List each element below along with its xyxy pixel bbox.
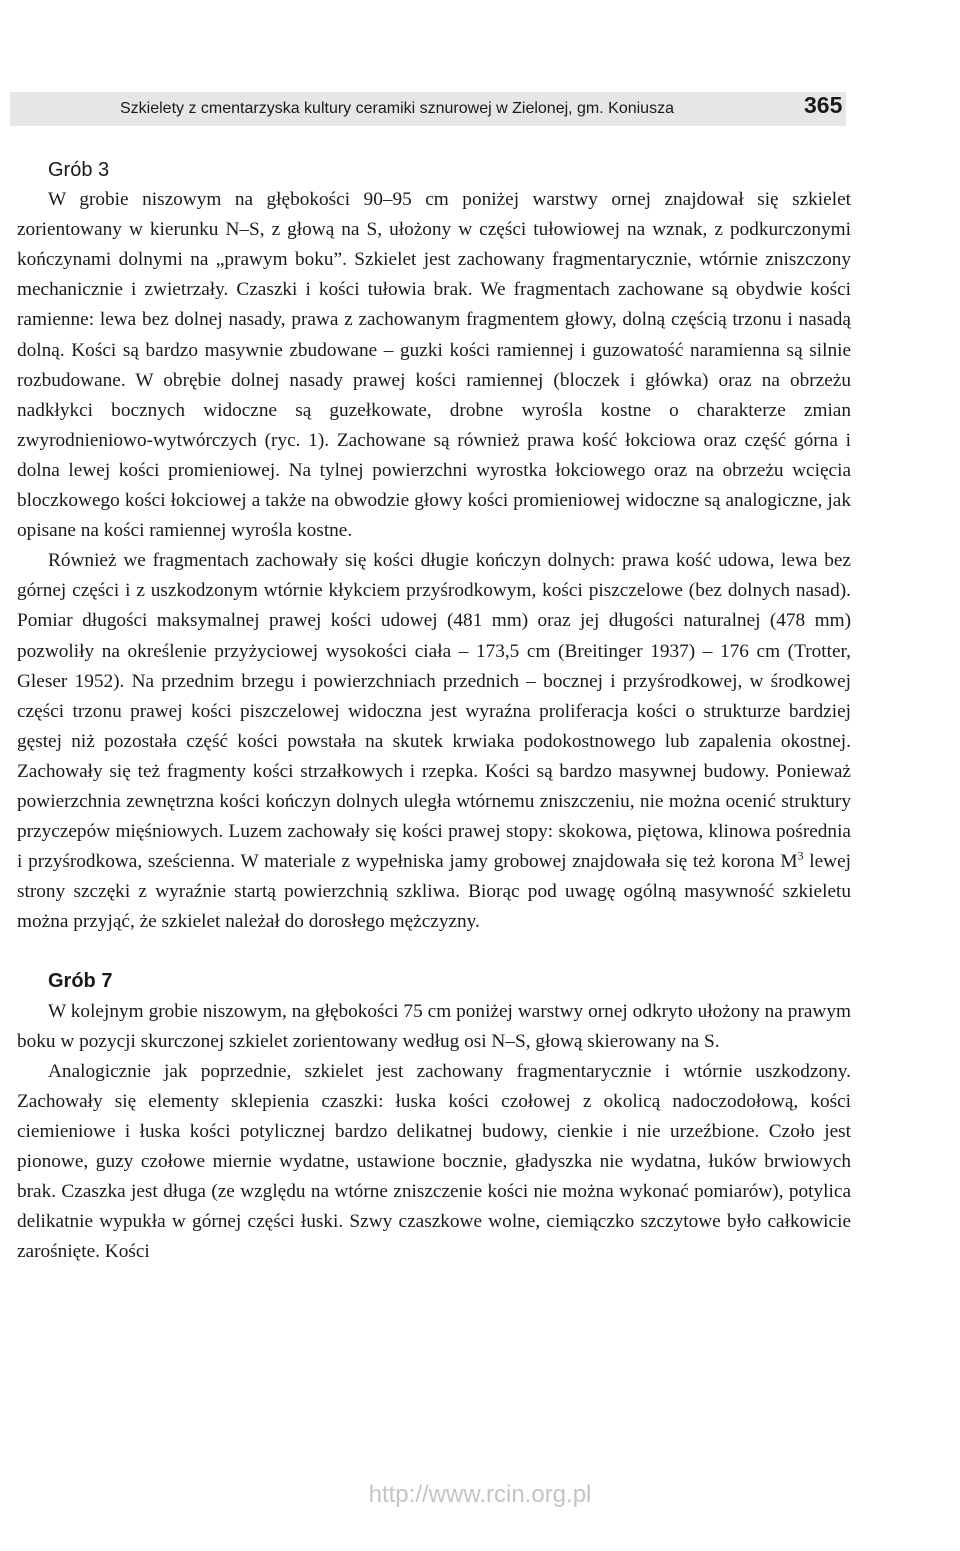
paragraph-grob-7-2: Analogicznie jak poprzednie, szkielet jest zachowany fragmentarycznie i wtórnie uszkodzony. Zachowały się elementy sklepienia czaszki: łuska kości czołowej z okolicą nadoczodołową, kości ciemieniowe i łuska kości potylicznej bardzo delikatnej budowy, cienkie i nie urzeźbione. Czoło jest pionowe, guzy czołowe miernie wydatne, ustawione bocznie, gładyszka nie wydatna, łuków brwiowych brak. Czaszka jest długa (ze względu na wtórne zniszczenie kości nie można wykonać pomiarów), potylica delikatnie wypukła w górnej części łuski. Szwy czaszkowe wolne, ciemiączko szczytowe było całkowicie zarośnięte. Kości: [17, 1060, 851, 1263]
running-title: Szkielety z cmentarzyska kultury ceramiki sznurowej w Zielonej, gm. Koniusza: [120, 100, 674, 117]
paragraph-grob-3-2: [17, 546, 851, 937]
tooth-superscript: 3: [797, 848, 804, 863]
paragraph-grob-3-2-text-b: lewej strony szczęki z wyraźnie startą powierzchnią szkliwa. Biorąc pod uwagę ogólną masywność szkieletu można przyjąć, że szkielet należał do dorosłego mężczyzny.: [17, 851, 852, 933]
section-heading-grob-3: Grób 3: [48, 159, 110, 181]
page-body: [17, 155, 851, 1267]
paragraph-grob-7-1: W kolejnym grobie niszowym, na głębokości 75 cm poniżej warstwy ornej odkryto ułożony na prawym boku w pozycji skurczonej szkielet zorientowany według osi N–S, głową skierowany na S.: [17, 1000, 851, 1052]
paragraph-grob-3-2-text-a: Również we fragmentach zachowały się kości długie kończyn dolnych: prawa kość udowa, lewa bez górnej części i z uszkodzonym wtórnie kłykciem przyśrodkowym, kości piszczelowe (bez dolnych nasad). Pomiar długości maksymalnej prawej kości udowej (481 mm) oraz jej długości naturalnej (478 mm) pozwoliły na określenie przyżyciowej wysokości ciała – 173,5 cm (Breitinger 1937) – 176 cm (Trotter, Gleser 1952). Na przednim brzegu i powierzchniach przednich – bocznej i przyśrodkowej, w środkowej części trzonu prawej kości piszczelowej widoczna jest wyraźna proliferacja kości o strukturze bardziej gęstej niż pozostała część kości powstała na skutek krwiaka podokostnowego lub zapalenia okostnej. Zachowały się też fragmenty kości strzałkowych i rzepka. Kości są bardzo masywnej budowy. Ponieważ powierzchnia zewnętrzna kości kończyn dolnych uległa wtórnemu zniszczeniu, nie można ocenić struktury przyczepów mięśniowych. Luzem zachowały się kości prawej stopy: skokowa, piętowa, klinowa pośrednia i przyśrodkowa, sześcienna. W materiale z wypełniska jamy grobowej znajdowała się też korona M: [17, 550, 851, 873]
section-heading-grob-7: Grób 7: [48, 970, 113, 993]
page-number: 365: [804, 92, 843, 118]
paragraph-grob-3-1: W grobie niszowym na głębokości 90–95 cm poniżej warstwy ornej znajdował się szkielet zorientowany w kierunku N–S, z głową na S, ułożony w części tułowiowej na wznak, z podkurczonymi kończynami dolnymi na „prawym boku”. Szkielet jest zachowany fragmentarycznie, wtórnie zniszczony mechanicznie i zwietrzały. Czaszki i kości tułowia brak. We fragmentach zachowane są obydwie kości ramienne: lewa bez dolnej nasady, prawa z zachowanym fragmentem głowy, dolną częścią trzonu i nasadą dolną. Kości są bardzo masywnie zbudowane – guzki kości ramiennej i guzowatość naramienna są silnie rozbudowane. W obrębie dolnej nasady prawej kości ramiennej (bloczek i główka) oraz na obrzeżu nadkłykci bocznych widoczne są guzełkowate, drobne wyrośla kostne o charakterze zmian zwyrodnieniowo-wytwórczych (ryc. 1). Zachowane są również prawa kość łokciowa oraz część górna i dolna lewej kości promieniowej. Na tylnej powierzchni wyrostka łokciowego oraz na obrzeżu wcięcia bloczkowego kości łokciowej a także na obwodzie głowy kości promieniowej widoczne są analogiczne, jak opisane na kości ramiennej wyrośla kostne.: [17, 189, 851, 542]
source-url-watermark: http://www.rcin.org.pl: [368, 1481, 592, 1508]
